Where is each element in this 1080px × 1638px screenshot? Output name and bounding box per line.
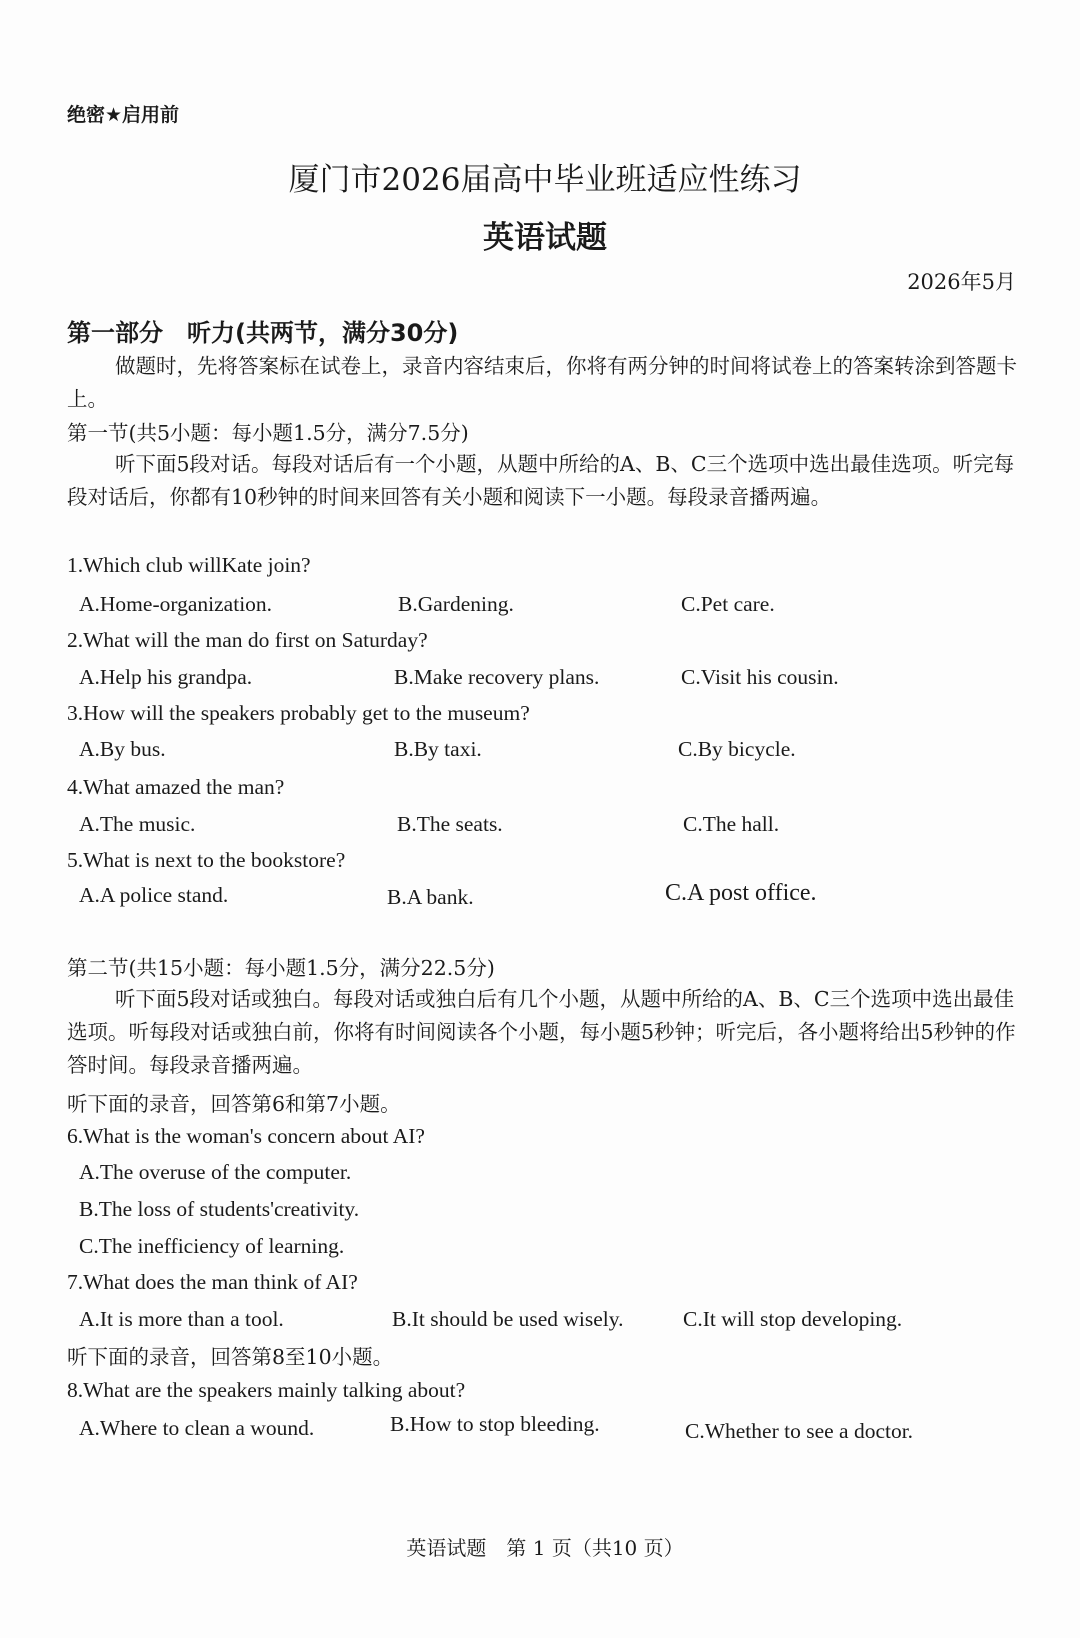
option-c: C.The hall.: [683, 812, 780, 836]
option-b: B.The seats.: [397, 812, 503, 836]
part-title: 第一部分 听力(共两节，满分30分): [67, 319, 459, 347]
option-c: C.Whether to see a doctor.: [685, 1419, 914, 1443]
option-b: B.Make recovery plans.: [394, 665, 600, 689]
part-intro: 做题时，先将答案标在试卷上，录音内容结束后，你将有两分钟的时间将试卷上的答案转涂到答题卡上。: [67, 354, 1017, 411]
option-a: A.The overuse of the computer.: [79, 1160, 352, 1184]
question-stem: 6.What is the woman's concern about AI?: [67, 1124, 425, 1148]
audio-note: 听下面的录音，回答第8至10小题。: [67, 1345, 394, 1369]
question-stem: 4.What amazed the man?: [67, 775, 285, 799]
option-b: B.The loss of students'creativity.: [79, 1197, 360, 1221]
question-stem: 5.What is next to the bookstore?: [67, 848, 346, 872]
option-a: A.Help his grandpa.: [79, 665, 253, 689]
section1-title: 第一节(共5小题：每小题1.5分，满分7.5分): [67, 421, 469, 445]
option-c: C.Pet care.: [681, 592, 775, 616]
confidential-label: 绝密★启用前: [67, 104, 180, 126]
section2-instruction: 听下面5段对话或独白。每段对话或独白后有几个小题，从题中所给的A、B、C三个选项中选出最佳选项。听每段对话或独白前，你将有时间阅读各个小题，每小题5秒钟；听完后，各小题将给出5秒钟的作答时间。每段录音播两遍。: [67, 987, 1016, 1077]
question-stem: 1.Which club willKate join?: [67, 553, 311, 577]
option-a: A.It is more than a tool.: [79, 1307, 284, 1331]
option-a: A.The music.: [79, 812, 196, 836]
option-b: B.A bank.: [387, 885, 474, 909]
option-a: A.Where to clean a wound.: [79, 1416, 315, 1440]
page-footer: 英语试题 第 1 页（共10 页）: [406, 1536, 684, 1560]
exam-title: 厦门市2026届高中毕业班适应性练习: [288, 162, 802, 198]
option-c: C.The inefficiency of learning.: [79, 1234, 345, 1258]
option-b: B.Gardening.: [398, 592, 514, 616]
option-c: C.It will stop developing.: [683, 1307, 903, 1331]
option-c: C.By bicycle.: [678, 737, 796, 761]
question-stem: 2.What will the man do first on Saturday?: [67, 628, 428, 652]
option-b: B.How to stop bleeding.: [390, 1412, 600, 1436]
section2-title: 第二节(共15小题：每小题1.5分，满分22.5分): [67, 956, 495, 980]
option-a: A.Home-organization.: [79, 592, 273, 616]
audio-note: 听下面的录音，回答第6和第7小题。: [67, 1092, 401, 1116]
option-b: B.It should be used wisely.: [392, 1307, 624, 1331]
question-stem: 7.What does the man think of AI?: [67, 1270, 358, 1294]
option-a: A.By bus.: [79, 737, 166, 761]
question-stem: 3.How will the speakers probably get to the museum?: [67, 701, 530, 725]
option-a: A.A police stand.: [79, 883, 229, 907]
option-c: C.Visit his cousin.: [681, 665, 839, 689]
subject-title: 英语试题: [483, 220, 607, 256]
section1-instruction: 听下面5段对话。每段对话后有一个小题，从题中所给的A、B、C三个选项中选出最佳选项。听完每段对话后，你都有10秒钟的时间来回答有关小题和阅读下一小题。每段录音播两遍。: [67, 452, 1015, 509]
option-c: C.A post office.: [665, 880, 817, 906]
question-stem: 8.What are the speakers mainly talking about?: [67, 1378, 466, 1402]
option-b: B.By taxi.: [394, 737, 482, 761]
exam-date: 2026年5月: [907, 270, 1016, 294]
